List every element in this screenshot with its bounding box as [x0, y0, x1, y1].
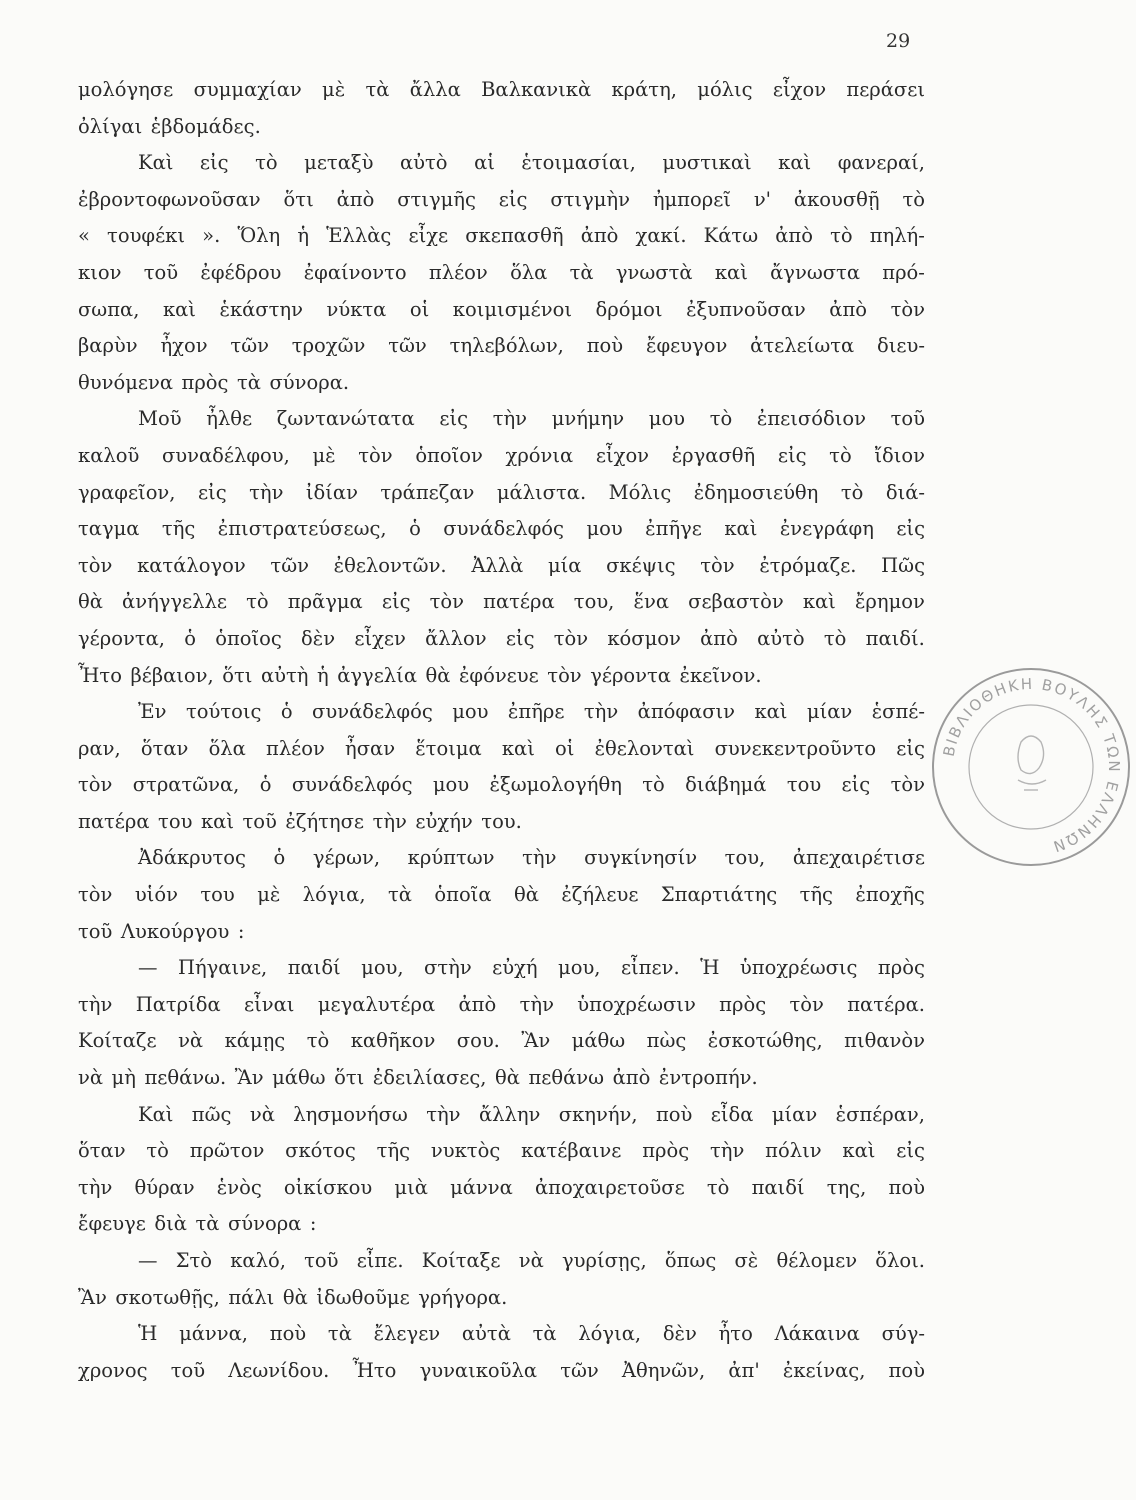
text-line: θυνόμενα πρὸς τὰ σύνορα.: [78, 370, 350, 394]
library-stamp-icon: [926, 662, 1136, 872]
text-line: κιον τοῦ ἐφέδρου ἐφαίνοντο πλέον ὅλα τὰ γνωστὰ καὶ ἄγνωστα πρό-: [78, 260, 925, 284]
text-line: βαρὺν ἦχον τῶν τροχῶν τῶν τηλεβόλων, ποὺ ἔφευγον ἀτελείωτα διευ-: [78, 334, 925, 358]
text-line: Ἐν τούτοις ὁ συνάδελφός μου ἐπῆρε τὴν ἀπόφασιν καὶ μίαν ἑσπέ-: [138, 700, 925, 724]
text-line: γραφεῖον, εἰς τὴν ἰδίαν τράπεζαν μάλιστα. Μόλις ἐδημοσιεύθη τὸ διά-: [78, 480, 925, 504]
text-line: νὰ μὴ πεθάνω. Ἂν μάθω ὅτι ἐδειλίασες, θὰ πεθάνω ἀπὸ ἐντροπήν.: [78, 1066, 758, 1090]
text-line: ραν, ὅταν ὅλα πλέον ἦσαν ἕτοιμα καὶ οἱ ἐθελονταὶ συνεκεντροῦντο εἰς: [78, 736, 925, 760]
text-line: ὅταν τὸ πρῶτον σκότος τῆς νυκτὸς κατέβαινε πρὸς τὴν πόλιν καὶ εἰς: [78, 1139, 925, 1163]
text-line: χρονος τοῦ Λεωνίδου. Ἦτο γυναικοῦλα τῶν Ἀθηνῶν, ἀπ' ἐκείνας, ποὺ: [78, 1358, 925, 1382]
text-line: — Στὸ καλό, τοῦ εἶπε. Κοίταξε νὰ γυρίσῃς, ὅπως σὲ θέλομεν ὅλοι.: [138, 1249, 925, 1272]
text-line: τὸν στρατῶνα, ὁ συνάδελφός μου ἐξωμολογήθη τὸ διάβημά του εἰς τὸν: [78, 773, 925, 797]
text-line: πατέρα του καὶ τοῦ ἐζήτησε τὴν εὐχήν του.: [78, 809, 522, 833]
page-number: 29: [886, 30, 911, 52]
text-line: τὸν κατάλογον τῶν ἐθελοντῶν. Ἀλλὰ μία σκέψις τὸν ἐτρόμαζε. Πῶς: [78, 553, 925, 577]
text-line: ἔφευγε διὰ τὰ σύνορα :: [78, 1212, 317, 1236]
text-line: Καὶ εἰς τὸ μεταξὺ αὐτὸ αἱ ἑτοιμασίαι, μυστικαὶ καὶ φανεραί,: [138, 151, 925, 175]
text-line: — Πήγαινε, παιδί μου, στὴν εὐχή μου, εἶπεν. Ἡ ὑποχρέωσις πρὸς: [138, 956, 925, 980]
text-line: τὴν θύραν ἑνὸς οἰκίσκου μιὰ μάννα ἀποχαιρετοῦσε τὸ παιδί της, ποὺ: [78, 1175, 925, 1199]
text-line: τοῦ Λυκούργου :: [78, 919, 245, 943]
library-stamp: [926, 662, 1136, 872]
text-line: σωπα, καὶ ἑκάστην νύκτα οἱ κοιμισμένοι δρόμοι ἐξυπνοῦσαν ἀπὸ τὸν: [78, 297, 925, 321]
text-line: « τουφέκι ». Ὅλη ἡ Ἑλλὰς εἶχε σκεπασθῆ ἀπὸ χακί. Κάτω ἀπὸ τὸ πηλή-: [78, 224, 925, 248]
text-line: Μοῦ ἦλθε ζωντανώτατα εἰς τὴν μνήμην μου τὸ ἐπεισόδιον τοῦ: [138, 407, 925, 431]
text-line: μολόγησε συμμαχίαν μὲ τὰ ἄλλα Βαλκανικὰ κράτη, μόλις εἶχον περάσει: [78, 78, 925, 101]
text-line: ἐβροντοφωνοῦσαν ὅτι ἀπὸ στιγμῆς εἰς στιγμὴν ἠμπορεῖ ν' ἀκουσθῇ τὸ: [78, 187, 925, 211]
text-line: τὴν Πατρίδα εἶναι μεγαλυτέρα ἀπὸ τὴν ὑποχρέωσιν πρὸς τὸν πατέρα.: [78, 992, 925, 1016]
text-line: τὸν υἱόν του μὲ λόγια, τὰ ὁποῖα θὰ ἐζήλευε Σπαρτιάτης τῆς ἐποχῆς: [78, 883, 925, 907]
text-line: Ἡ μάννα, ποὺ τὰ ἔλεγεν αὐτὰ τὰ λόγια, δὲν ἦτο Λάκαινα σύγ-: [138, 1322, 925, 1346]
text-line: Ἂν σκοτωθῇς, πάλι θὰ ἰδωθοῦμε γρήγορα.: [78, 1285, 508, 1309]
stamp-label: ΒΙΒΛΙΟΘΗΚΗ ΒΟΥΛΗΣ ΤΩΝ ΕΛΛΗΝΩΝ: [939, 674, 1124, 857]
text-line: Ἀδάκρυτος ὁ γέρων, κρύπτων τὴν συγκίνησίν του, ἀπεχαιρέτισε: [138, 846, 925, 870]
text-line: Κοίταζε νὰ κάμῃς τὸ καθῆκον σου. Ἂν μάθω πὼς ἐσκοτώθης, πιθανὸν: [78, 1029, 925, 1053]
text-line: Καὶ πῶς νὰ λησμονήσω τὴν ἄλλην σκηνήν, ποὺ εἶδα μίαν ἑσπέραν,: [138, 1102, 925, 1126]
text-line: Ἦτο βέβαιον, ὅτι αὐτὴ ἡ ἀγγελία θὰ ἐφόνευε τὸν γέροντα ἐκεῖνον.: [78, 663, 762, 687]
text-line: θὰ ἀνήγγελλε τὸ πρᾶγμα εἰς τὸν πατέρα του, ἕνα σεβαστὸν καὶ ἔρημον: [78, 590, 925, 614]
text-line: ταγμα τῆς ἐπιστρατεύσεως, ὁ συνάδελφός μου ἐπῆγε καὶ ἐνεγράφη εἰς: [78, 517, 925, 541]
text-line: καλοῦ συναδέλφου, μὲ τὸν ὁποῖον χρόνια εἶχον ἐργασθῆ εἰς τὸ ἴδιον: [78, 443, 925, 467]
text-line: γέροντα, ὁ ὁποῖος δὲν εἶχεν ἄλλον εἰς τὸν κόσμον ἀπὸ αὐτὸ τὸ παιδί.: [78, 626, 925, 650]
body-text: [78, 72, 925, 1389]
text-line: ὀλίγαι ἑβδομάδες.: [78, 114, 261, 138]
